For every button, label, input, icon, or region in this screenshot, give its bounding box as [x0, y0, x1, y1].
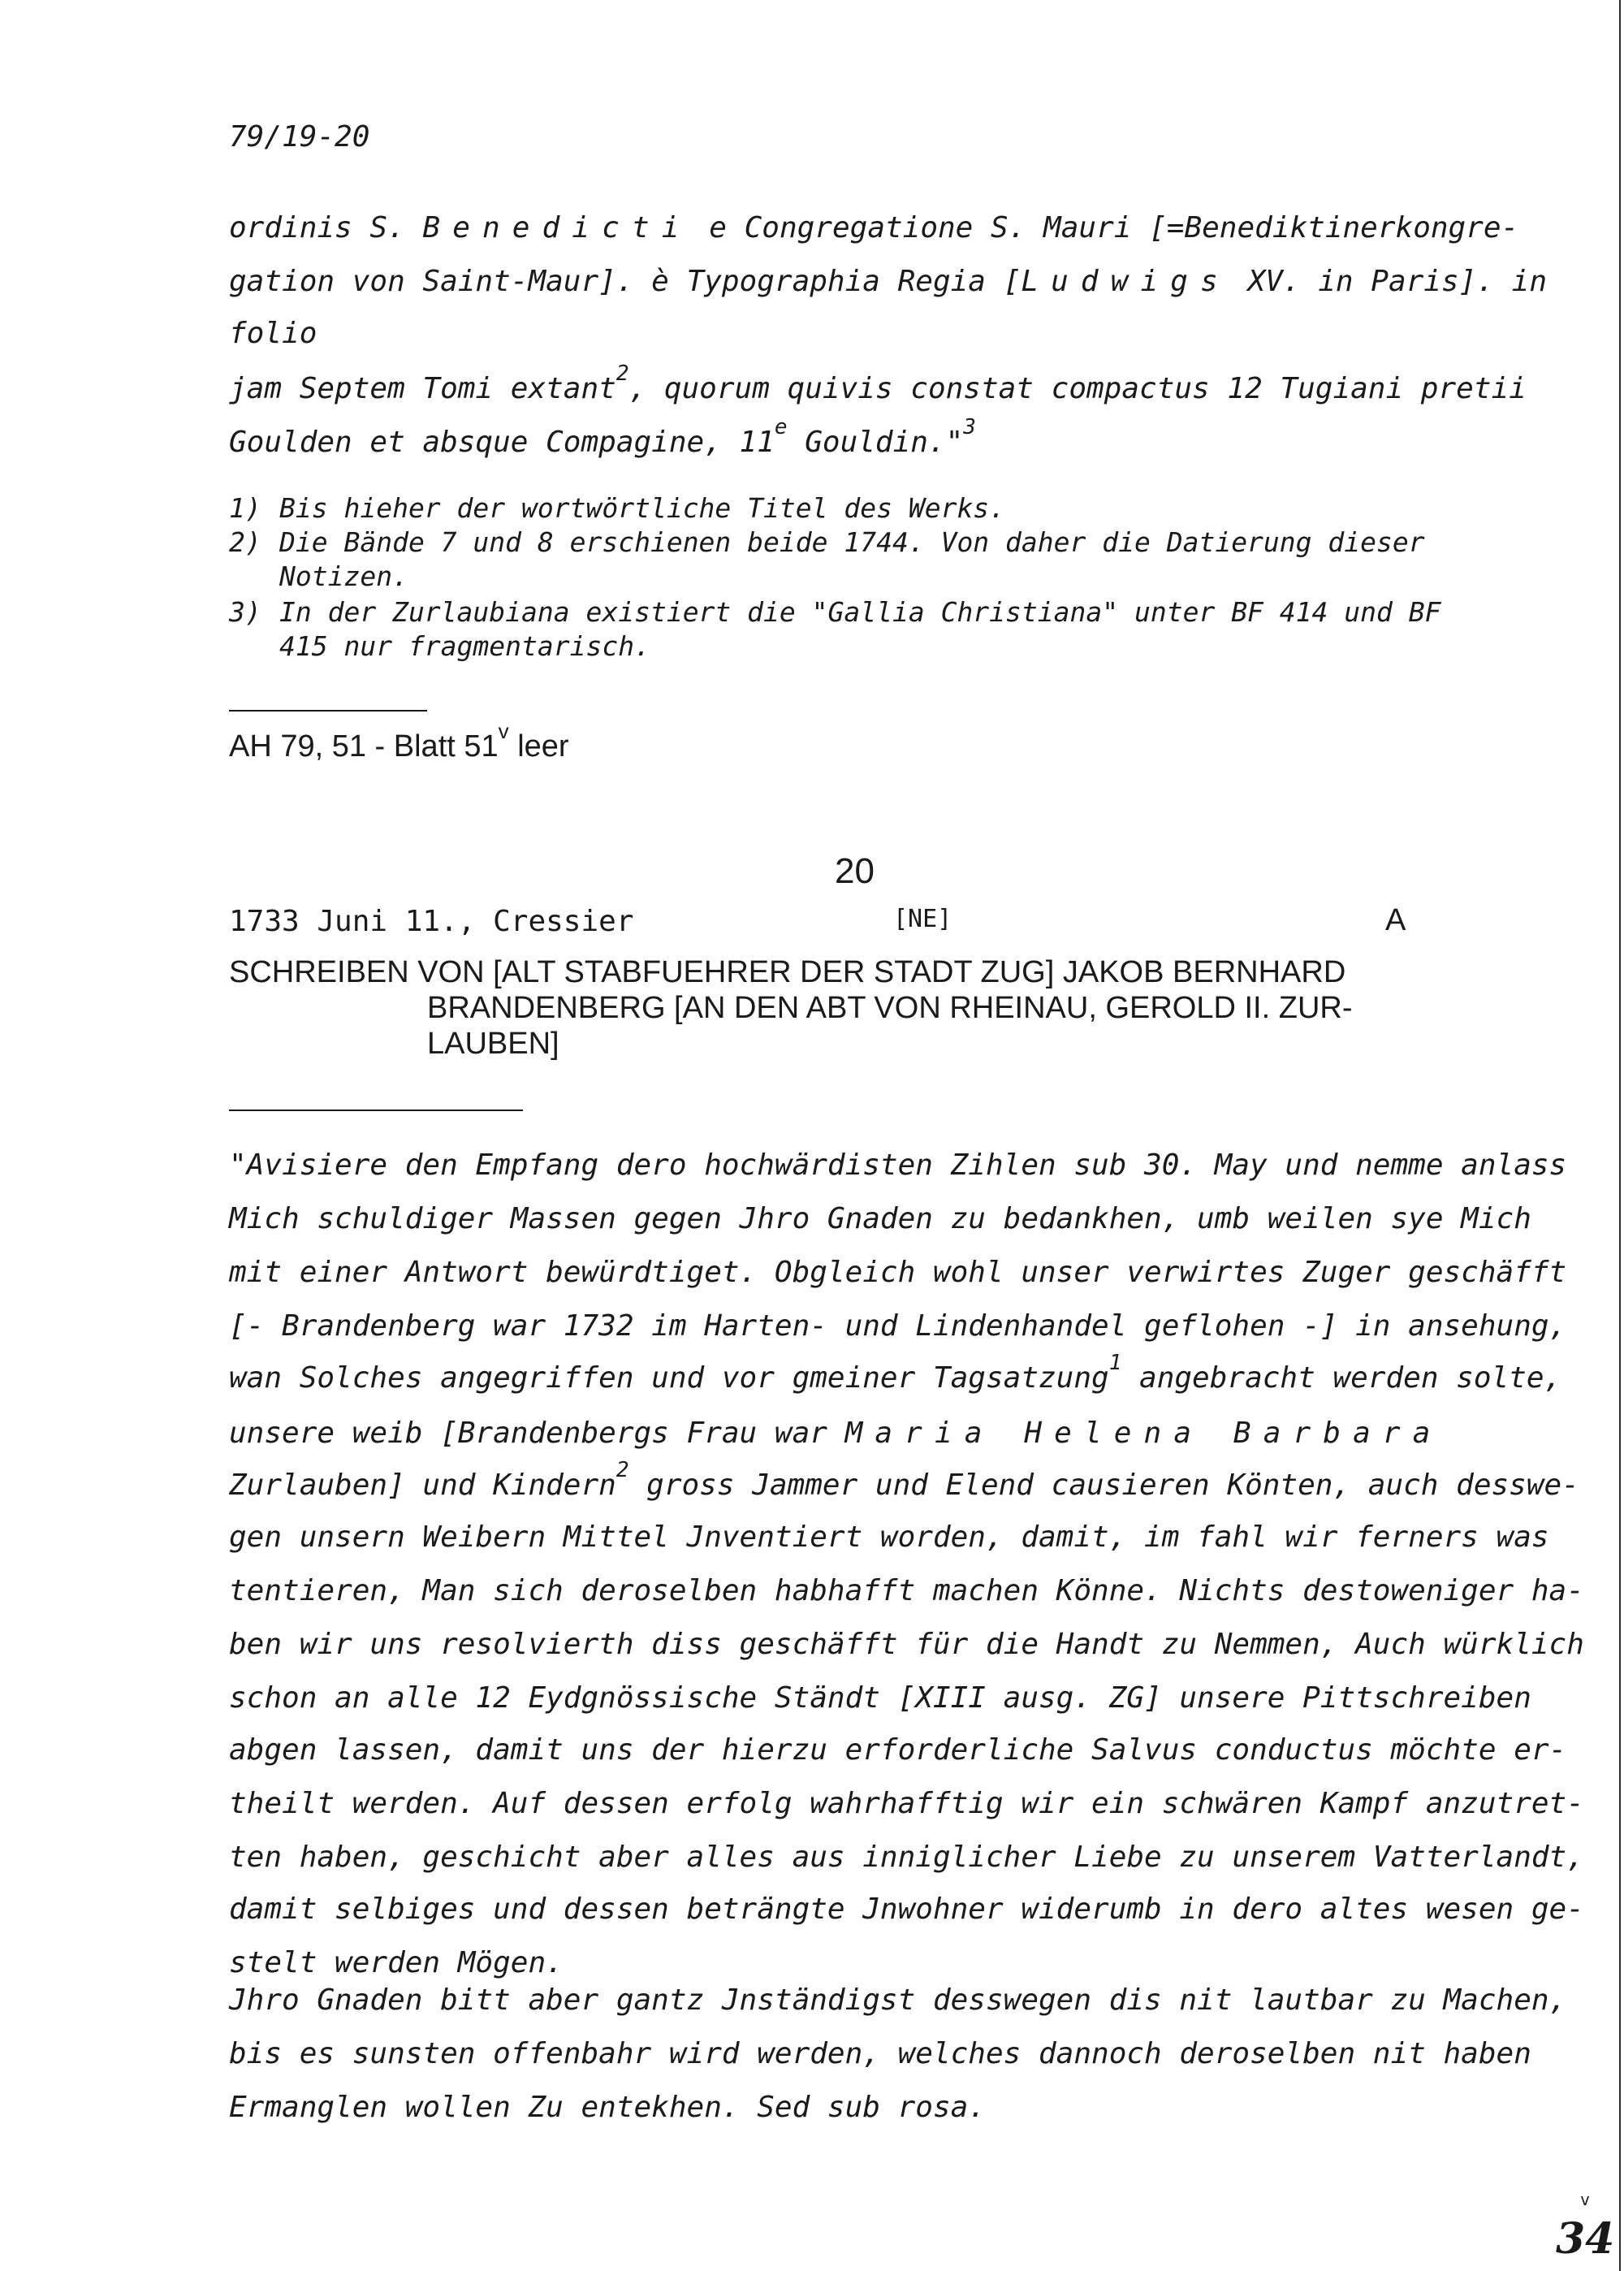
- handwritten-folio-number: 34: [1556, 2214, 1615, 2264]
- footnote-2-cont: Notizen.: [279, 560, 408, 592]
- entry-date-place: 1733 Juni 11., Cressier: [229, 905, 634, 938]
- entry-title-2: BRANDENBERG [AN DEN ABT VON RHEINAU, GEROLD II. ZUR-: [427, 991, 1353, 1025]
- footnote-3: 3) In der Zurlaubiana existiert die "Gallia Christiana" unter BF 414 und BF: [229, 596, 1441, 628]
- footnote-1: 1) Bis hieher der wortwörtliche Titel des Werks.: [229, 492, 1006, 524]
- body-line: Jhro Gnaden bitt aber gantz Jnständigst desswegen dis nit lautbar zu Machen,: [229, 1983, 1567, 2017]
- body-line: mit einer Antwort bewürdtiget. Obgleich wohl unser verwirtes Zuger geschäfft: [229, 1256, 1567, 1289]
- entry-title-1: SCHREIBEN VON [ALT STABFUEHRER DER STADT ZUG] JAKOB BERNHARD: [229, 955, 1346, 989]
- body-line: unsere weib [Brandenbergs Frau war Maria Helena Barbara: [229, 1417, 1443, 1450]
- entry-place-mark: [NE]: [893, 905, 952, 933]
- body-line: [- Brandenberg war 1732 im Harten- und Lindenhandel geflohen -] in ansehung,: [229, 1309, 1567, 1343]
- intro-line-5: Goulden et absque Compagine, 11e Gouldin."$^3$: [229, 415, 976, 459]
- footnote-2: 2) Die Bände 7 und 8 erschienen beide 1744. Von daher die Datierung dieser: [229, 526, 1425, 558]
- footnote-3-cont: 415 nur fragmentarisch.: [279, 630, 650, 662]
- page-edge-line: [1619, 0, 1621, 2271]
- body-line: ten haben, geschicht aber alles aus inniglicher Liebe zu unserem Vatterlandt,: [229, 1841, 1584, 1874]
- body-line: Zurlauben] und Kindern$^2$ gross Jammer und Elend causieren Könten, auch desswe-: [229, 1458, 1579, 1502]
- body-line: ben wir uns resolvierth diss geschäfft für die Handt zu Nemmen, Auch würklich: [229, 1628, 1584, 1661]
- body-line: gen unsern Weibern Mittel Jnventiert worden, damit, im fahl wir ferners was: [229, 1520, 1549, 1554]
- intro-line-4: jam Septem Tomi extant$^2$, quorum quivis constat compactus 12 Tugiani pretii: [229, 361, 1527, 405]
- body-line: theilt werden. Auf dessen erfolg wahrhafftig wir ein schwären Kampf anzutret-: [229, 1787, 1584, 1820]
- body-line: "Avisiere den Empfang dero hochwärdisten Zihlen sub 30. May und nemme anlass: [229, 1148, 1567, 1182]
- body-line: Ermanglen wollen Zu entekhen. Sed sub rosa.: [229, 2091, 986, 2124]
- body-line: damit selbiges und dessen beträngte Jnwohner widerumb in dero altes wesen ge-: [229, 1892, 1584, 1926]
- folio-check-mark: v: [1580, 2190, 1591, 2209]
- intro-line-3: folio: [229, 317, 317, 350]
- body-line: bis es sunsten offenbahr wird werden, welches dannoch deroselben nit haben: [229, 2037, 1531, 2070]
- page-reference: 79/19-20: [229, 120, 370, 154]
- body-line: abgen lassen, damit uns der hierzu erforderliche Salvus conductus möchte er-: [229, 1733, 1567, 1767]
- entry-type-letter: A: [1385, 903, 1406, 937]
- title-divider: [229, 1110, 523, 1111]
- sheet-note: AH 79, 51 - Blatt 51$^v$ leer: [229, 719, 569, 763]
- body-line: schon an alle 12 Eydgnössische Ständt [XIII ausg. ZG] unsere Pittschreiben: [229, 1681, 1531, 1715]
- intro-line-2: gation von Saint-Maur]. è Typographia Regia [Ludwigs XV. in Paris]. in: [229, 265, 1548, 298]
- entry-title-3: LAUBEN]: [427, 1027, 559, 1061]
- footnote-divider: [229, 710, 427, 712]
- entry-number: 20: [835, 851, 875, 891]
- body-line: stelt werden Mögen.: [229, 1946, 564, 1979]
- intro-line-1: ordinis S. Benedicti e Congregatione S. Mauri [=Benediktinerkongre-: [229, 211, 1519, 244]
- body-line: wan Solches angegriffen und vor gmeiner Tagsatzung$^1$ angebracht werden solte,: [229, 1351, 1562, 1395]
- body-line: Mich schuldiger Massen gegen Jhro Gnaden zu bedankhen, umb weilen sye Mich: [229, 1202, 1531, 1235]
- body-line: tentieren, Man sich deroselben habhafft machen Könne. Nichts destoweniger ha-: [229, 1574, 1584, 1607]
